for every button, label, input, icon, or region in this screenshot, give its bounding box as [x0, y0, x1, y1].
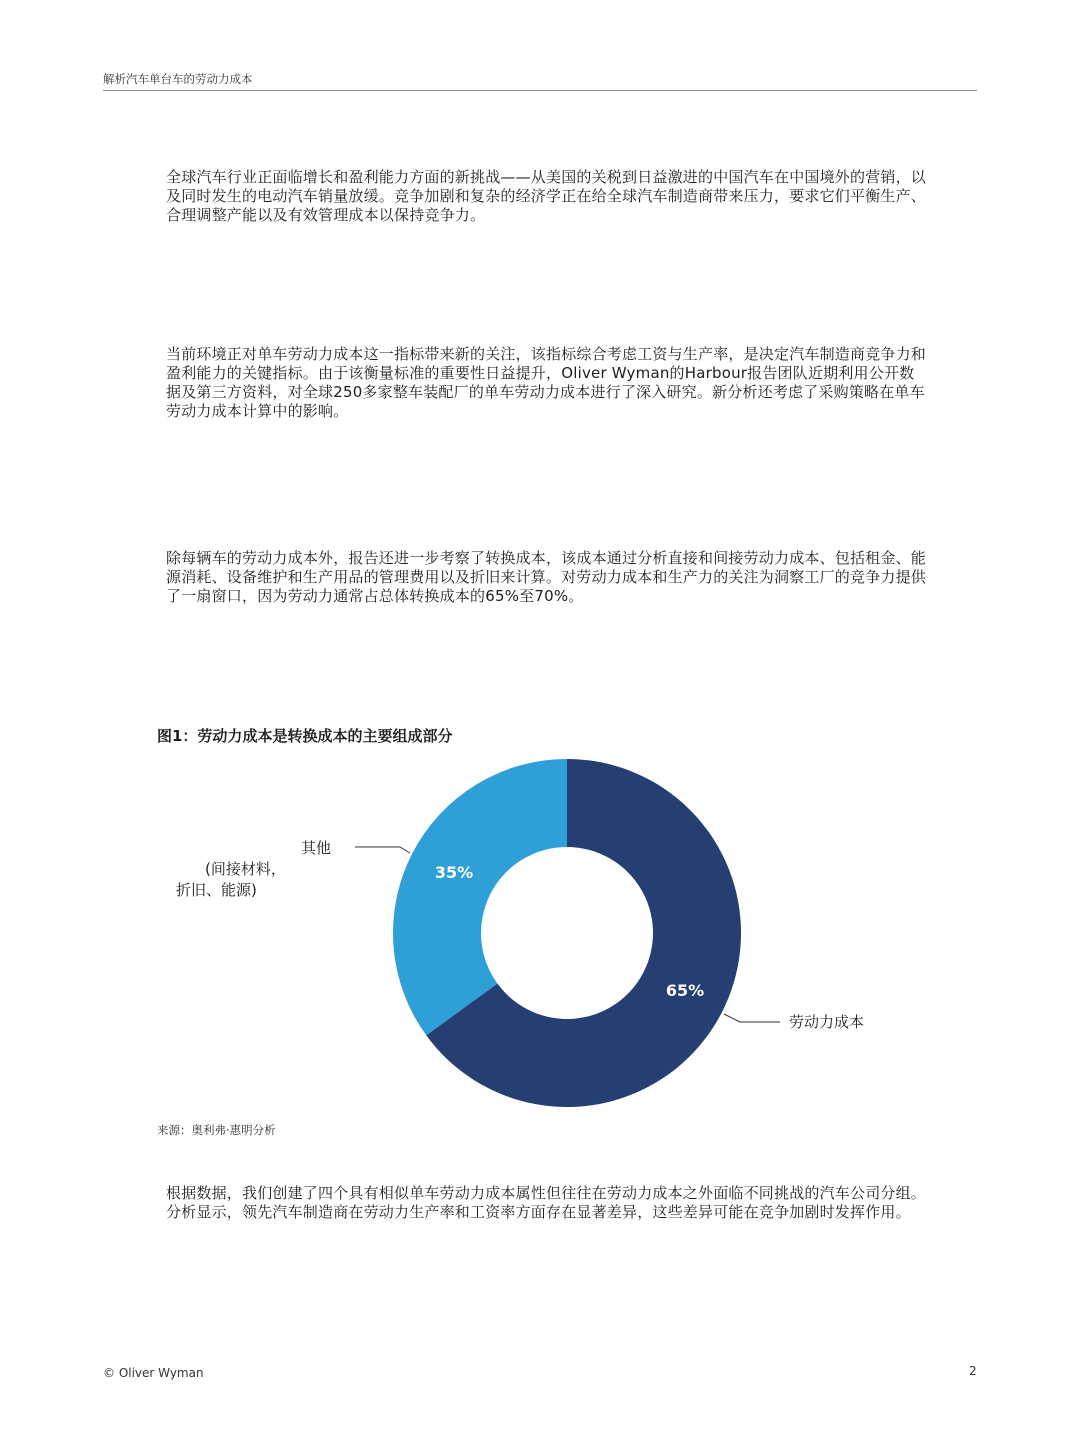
page-number: 2 — [969, 1364, 977, 1378]
slice-label-other-line-2: (间接材料， — [205, 860, 286, 878]
body-paragraph-1: 全球汽车行业正面临增长和盈利能力方面的新挑战——从美国的关税到日益激进的中国汽车在中国境外的营销，以及同时发生的电动汽车销量放缓。竞争加剧和复杂的经济学正在给全球汽车制造商带来压力，要求它们平衡生产、合理调整产能以及有效管理成本以保持竞争力。 — [166, 168, 927, 224]
leader-line-other — [355, 847, 410, 853]
donut-chart — [0, 740, 1080, 1130]
running-header: 解析汽车单台车的劳动力成本 — [103, 72, 253, 86]
donut-value-label-labor: 65% — [665, 981, 705, 1000]
header-divider — [103, 90, 977, 91]
slice-label-other-line-1: 其他 — [301, 839, 332, 857]
body-paragraph-2: 当前环境正对单车劳动力成本这一指标带来新的关注，该指标综合考虑工资与生产率，是决定汽车制造商竞争力和盈利能力的关键指标。由于该衡量标准的重要性日益提升，Oliver Wyman的Harbour报告团队近期利用公开数据及第三方资料，对全球250多家整车装配厂的单车劳动力成本进行了深入研究。新分析还考虑了采购策略在单车劳动力成本计算中的影响。 — [166, 345, 927, 420]
body-paragraph-4: 根据数据，我们创建了四个具有相似单车劳动力成本属性但往往在劳动力成本之外面临不同挑战的汽车公司分组。分析显示，领先汽车制造商在劳动力生产率和工资率方面存在显著差异，这些差异可能在竞争加剧时发挥作用。 — [166, 1184, 927, 1221]
slice-label-labor: 劳动力成本 — [789, 1013, 865, 1031]
donut-slice-other — [393, 759, 567, 1035]
figure-title: 图1：劳动力成本是转换成本的主要组成部分 — [157, 727, 453, 745]
figure-source: 来源：奥利弗·惠明分析 — [157, 1123, 276, 1137]
footer-copyright: © Oliver Wyman — [103, 1366, 204, 1380]
donut-value-label-other: 35% — [434, 863, 474, 882]
slice-label-other-line-3: 折旧、能源) — [176, 881, 257, 899]
leader-line-labor — [724, 1014, 780, 1022]
body-paragraph-3: 除每辆车的劳动力成本外，报告还进一步考察了转换成本，该成本通过分析直接和间接劳动力成本、包括租金、能源消耗、设备维护和生产用品的管理费用以及折旧来计算。对劳动力成本和生产力的关注为洞察工厂的竞争力提供了一扇窗口，因为劳动力通常占总体转换成本的65%至70%。 — [166, 549, 927, 605]
